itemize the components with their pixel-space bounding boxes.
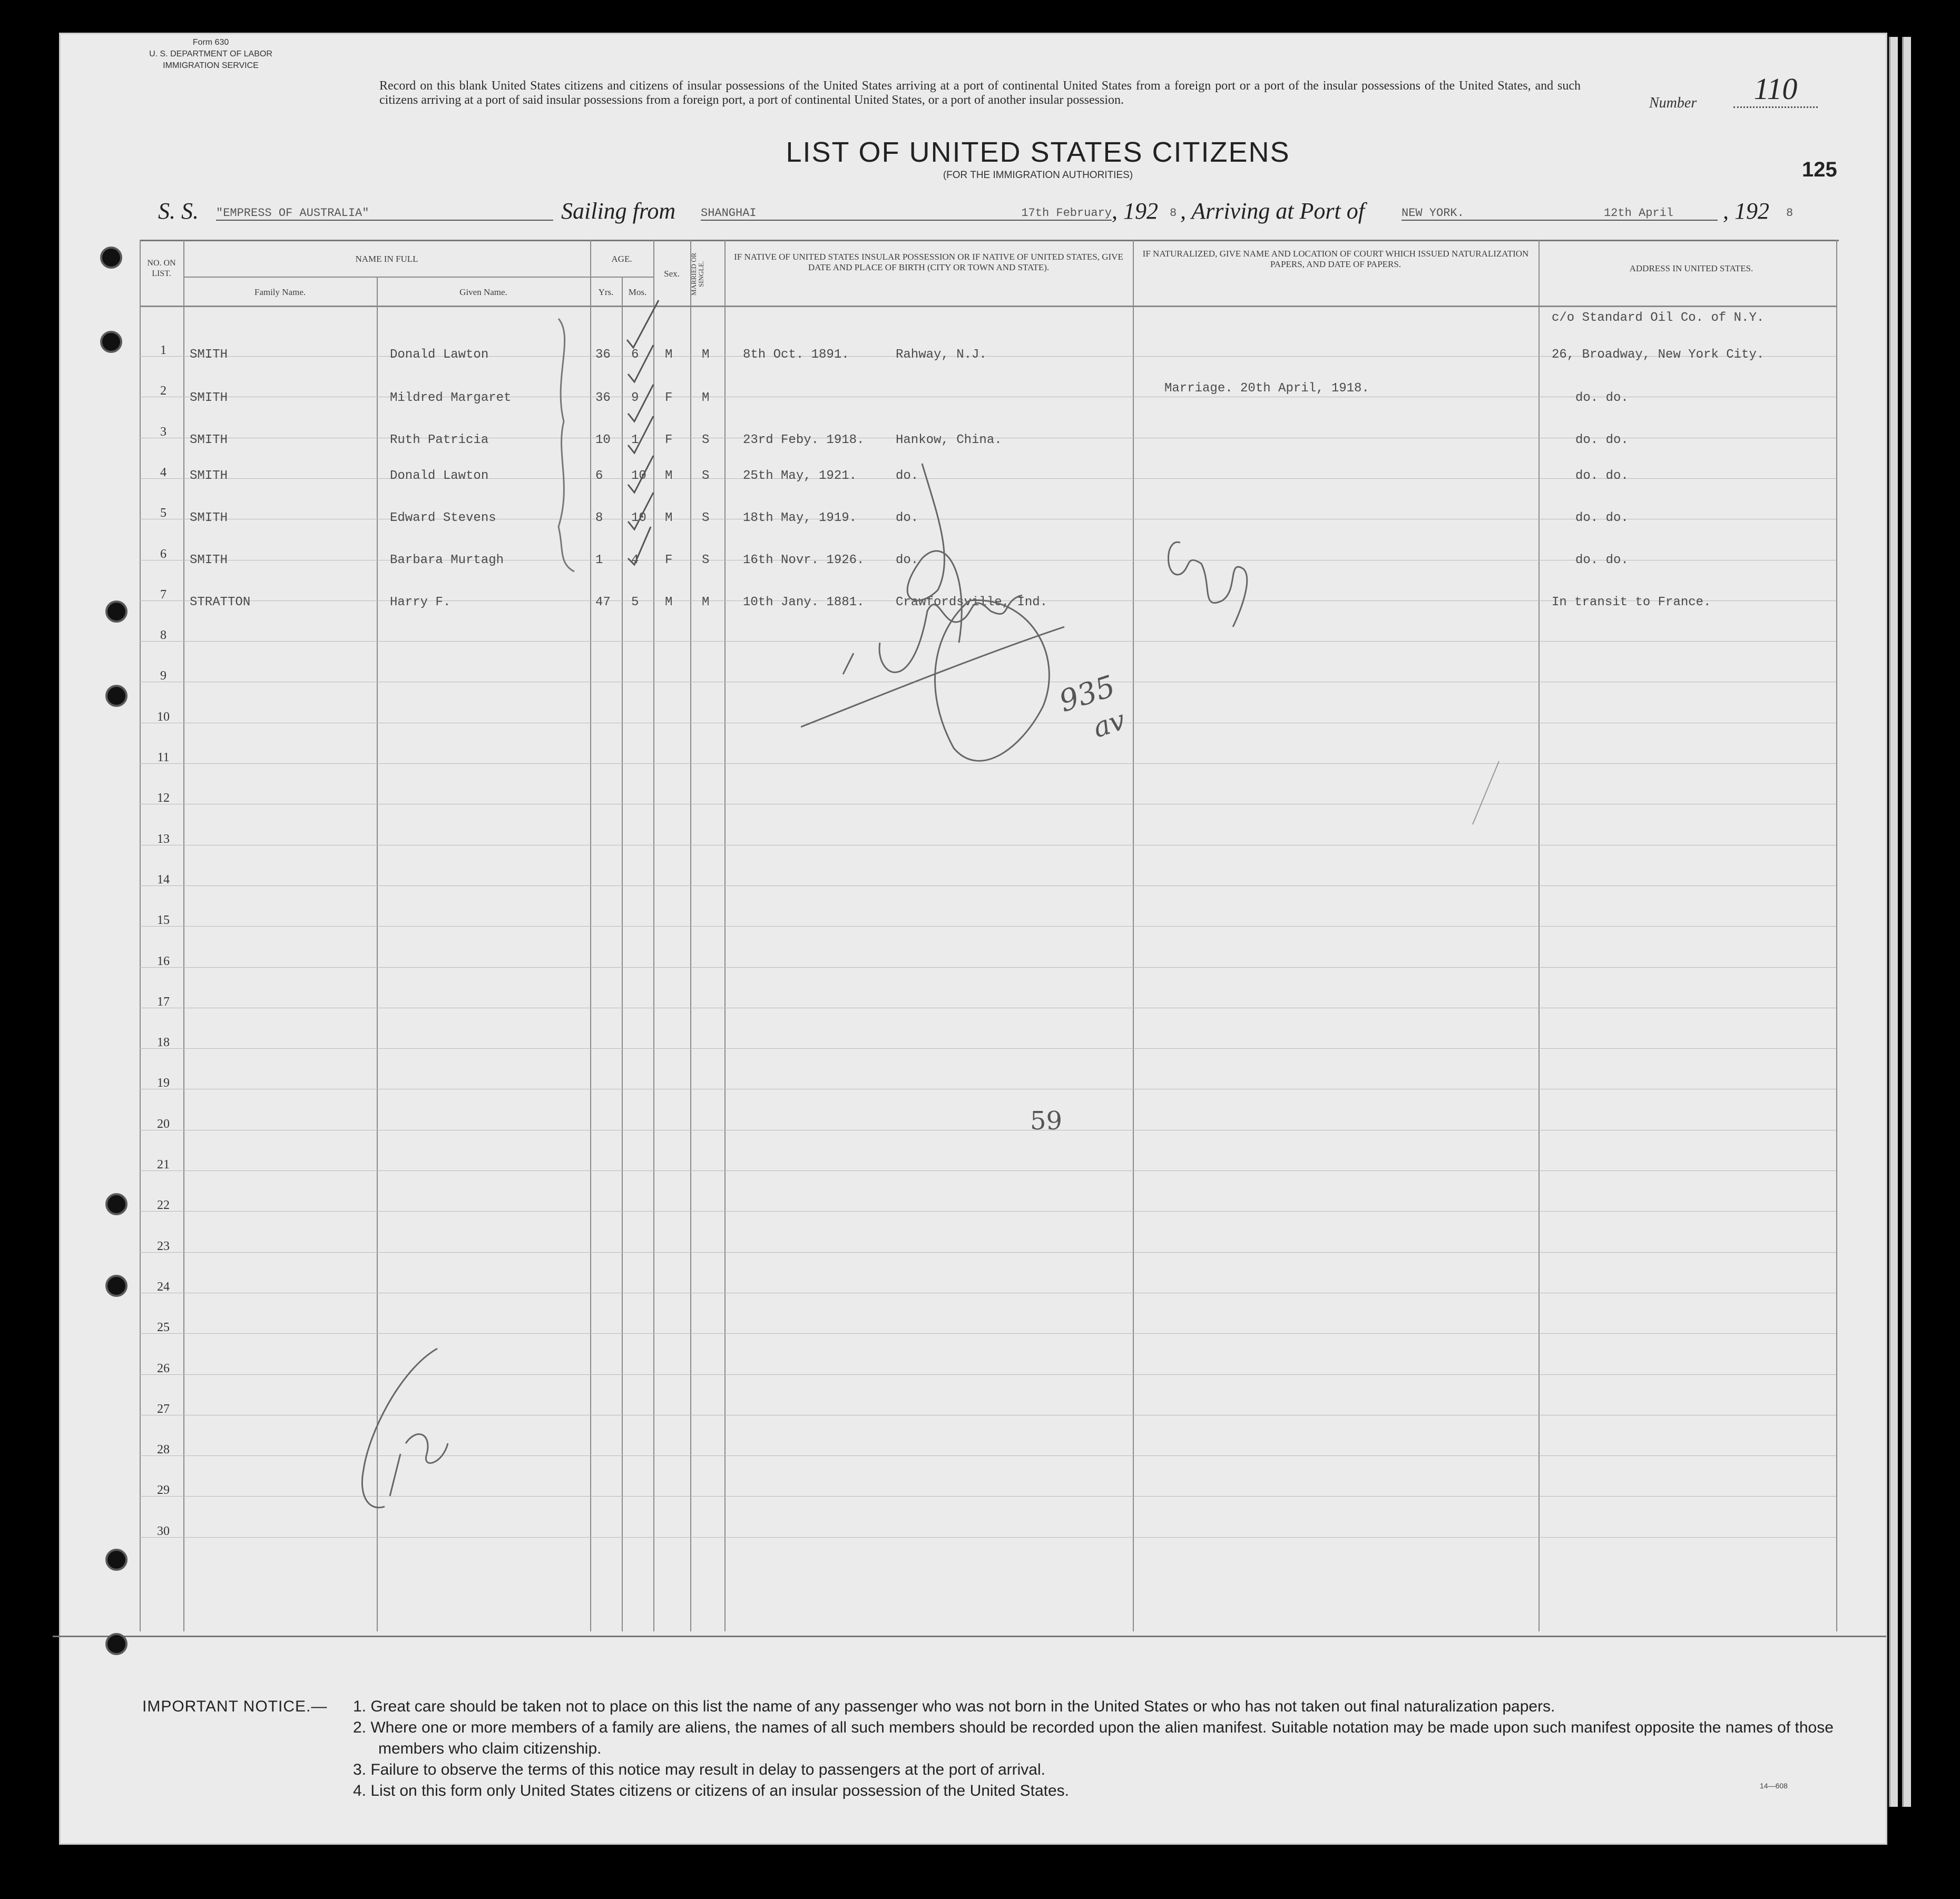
column-divider (690, 240, 691, 1631)
cell-address: c/o Standard Oil Co. of N.Y. (1552, 311, 1765, 325)
from-port: SHANGHAI (701, 206, 912, 221)
notice-lead: IMPORTANT NOTICE.— (142, 1698, 328, 1715)
cell-given: Ruth Patricia (390, 433, 489, 447)
notice-item: 4. List on this form only United States citizens or citizens of an insular possession of the United States. (353, 1782, 1070, 1799)
binding-hole-icon (105, 601, 128, 623)
column-divider (1538, 240, 1540, 1631)
cell-address: do. do. (1575, 433, 1629, 447)
header-yrs: Yrs. (598, 287, 614, 297)
header-naturalized: IF NATURALIZED, GIVE NAME AND LOCATION OF COURT WHICH ISSUED NATURALIZATION PAPERS, AND DATE OF PAPERS. (1142, 249, 1529, 269)
row-number: 17 (157, 995, 170, 1009)
row-number: 12 (157, 791, 170, 805)
cell-yrs: 36 (595, 391, 611, 405)
cell-address-line2: 26, Broadway, New York City. (1552, 348, 1765, 362)
to-port: NEW YORK. (1402, 206, 1560, 221)
row-number: 23 (157, 1239, 170, 1253)
cell-birth-place: Crawfordsville, Ind. (896, 595, 1048, 609)
row-number: 24 (157, 1280, 170, 1294)
header-bottom-rule (140, 306, 1836, 307)
table-border-right (1836, 240, 1837, 1631)
cell-family: SMITH (190, 469, 228, 483)
cell-yrs: 36 (595, 348, 611, 362)
cell-sex: F (665, 433, 673, 447)
sailing-label: Sailing from (561, 198, 676, 224)
cell-given: Mildred Margaret (390, 391, 512, 405)
cell-birth-place: Hankow, China. (896, 433, 1002, 447)
arriving-label: , Arriving at Port of (1180, 198, 1365, 224)
cell-ms: S (702, 511, 710, 525)
row-number: 11 (157, 751, 170, 764)
row-number: 27 (157, 1402, 170, 1416)
row-number: 10 (157, 710, 170, 724)
page-edge (1889, 37, 1898, 1807)
notice-item: 2. Where one or more members of a family are aliens, the names of all such members should be recorded upon the alien manifest. Suitable notation may be made upon such manifest opposite the names of those members who claim citizenship. (353, 1719, 1834, 1757)
page-title: LIST OF UNITED STATES CITIZENS (786, 136, 1290, 168)
cell-address: do. do. (1575, 469, 1629, 483)
row-number: 22 (157, 1198, 170, 1213)
row-rule (140, 885, 1836, 886)
row-number: 16 (157, 954, 170, 968)
cell-birth-date: 16th Novr. 1926. (743, 553, 865, 567)
row-number: 1 (160, 343, 166, 357)
cell-naturalized: Marriage. 20th April, 1918. (1164, 381, 1369, 396)
page-subtitle: (FOR THE IMMIGRATION AUTHORITIES) (943, 170, 1133, 181)
cell-yrs: 6 (595, 469, 603, 483)
row-number: 2 (160, 384, 166, 398)
row-number: 9 (160, 669, 166, 683)
handwritten-av: av (1089, 704, 1130, 744)
header-subrule (183, 277, 653, 278)
row-rule (140, 926, 1836, 927)
cell-family: SMITH (190, 433, 228, 447)
binding-hole-icon (105, 685, 128, 707)
cell-yrs: 1 (595, 553, 603, 567)
notice-item: 1. Great care should be taken not to place on this list the name of any passenger who was not born in the United States or who has not taken out final naturalization papers. (353, 1698, 1555, 1715)
cell-birth-date: 10th Jany. 1881. (743, 595, 865, 609)
column-divider (724, 240, 726, 1631)
cell-birth-place: do. (896, 511, 919, 525)
cell-family: SMITH (190, 391, 228, 405)
table-bottom-rule (53, 1636, 1886, 1637)
cell-birth-date: 25th May, 1921. (743, 469, 857, 483)
cell-sex: F (665, 391, 673, 405)
ship-name: "EMPRESS OF AUSTRALIA" (216, 206, 553, 221)
cell-given: Barbara Murtagh (390, 553, 504, 567)
row-number: 20 (157, 1117, 170, 1131)
cell-birth-place: do. (896, 469, 919, 483)
row-number: 3 (160, 425, 166, 439)
cell-birth-date: 23rd Feby. 1918. (743, 433, 865, 447)
row-number: 15 (157, 913, 170, 928)
row-number: 8 (160, 628, 166, 643)
cell-mos: 5 (631, 595, 639, 609)
notice-item: 3. Failure to observe the terms of this notice may result in delay to passengers at the port of arrival. (353, 1761, 1045, 1778)
row-rule (140, 967, 1836, 968)
check-marks-icon (622, 295, 690, 632)
cell-sex: M (665, 348, 673, 362)
form-code: 14—608 (1760, 1782, 1788, 1790)
cell-mos: 10 (631, 469, 646, 483)
page-number: 125 (1802, 158, 1837, 181)
cell-address: In transit to France. (1552, 595, 1711, 609)
stamp-59: 59 (1030, 1106, 1063, 1136)
binding-hole-icon (105, 1275, 128, 1297)
cell-sex: M (665, 511, 673, 525)
row-rule (140, 1170, 1836, 1171)
form-number: Form 630 (192, 38, 229, 47)
cell-mos: 6 (631, 348, 639, 362)
header-name-in-full: NAME IN FULL (355, 254, 418, 264)
row-rule (140, 1211, 1836, 1212)
cell-family: SMITH (190, 553, 228, 567)
row-number: 18 (157, 1036, 170, 1050)
cell-yrs: 10 (595, 433, 611, 447)
family-bracket-icon (548, 316, 580, 574)
cell-birth-date: 8th Oct. 1891. (743, 348, 849, 362)
binding-hole-icon (105, 1193, 128, 1215)
row-number: 19 (157, 1076, 170, 1090)
cell-address: do. do. (1575, 511, 1629, 525)
cell-ms: S (702, 433, 710, 447)
cell-address: do. do. (1575, 391, 1629, 405)
row-number: 28 (157, 1443, 170, 1457)
intro-text: Record on this blank United States citizens and citizens of insular possessions of the United States arriving at a port of continental United States from a foreign port or a port of the insular possessions of the United States, and such citizens arriving at a port of said insular possessions from a foreign port, a port of continental United States, or a port of another insular possession. (379, 79, 1581, 107)
cell-yrs: 47 (595, 595, 611, 609)
cell-birth-place: do. (896, 553, 919, 567)
cell-sex: M (665, 469, 673, 483)
row-number: 13 (157, 832, 170, 846)
cell-address: do. do. (1575, 553, 1629, 567)
service-label: IMMIGRATION SERVICE (163, 61, 259, 70)
cell-ms: M (702, 595, 710, 609)
row-number: 14 (157, 872, 170, 887)
form-id-block (90, 37, 332, 72)
column-divider (590, 240, 591, 1631)
cell-mos: 9 (631, 391, 639, 405)
cell-ms: S (702, 469, 710, 483)
cell-given: Edward Stevens (390, 511, 496, 525)
cell-mos: 10 (631, 511, 646, 525)
cell-family: STRATTON (190, 595, 251, 609)
cell-yrs: 8 (595, 511, 603, 525)
row-number: 5 (160, 506, 166, 520)
from-date: 17th February (912, 206, 1112, 221)
column-divider (1133, 240, 1134, 1631)
to-year-prefix: , 192 (1723, 198, 1769, 224)
from-year-prefix: , 192 (1112, 198, 1158, 224)
header-family-name: Family Name. (254, 287, 306, 297)
row-number: 7 (160, 587, 166, 602)
cell-sex: M (665, 595, 673, 609)
row-number: 26 (157, 1361, 170, 1375)
to-date: 12th April (1560, 206, 1718, 221)
cell-ms: M (702, 348, 710, 362)
cell-given: Donald Lawton (390, 469, 489, 483)
handwritten-signature-icon (801, 453, 1275, 795)
number-value: 110 (1733, 71, 1818, 108)
from-year-digit: 8 (1170, 206, 1177, 220)
row-number: 4 (160, 465, 166, 479)
cell-given: Harry F. (390, 595, 451, 609)
binding-hole-icon (100, 247, 122, 269)
row-number: 6 (160, 547, 166, 561)
cell-ms: S (702, 553, 710, 567)
row-rule (140, 1252, 1836, 1253)
department-label: U. S. DEPARTMENT OF LABOR (149, 50, 272, 58)
cell-family: SMITH (190, 348, 228, 362)
binding-hole-icon (105, 1633, 128, 1655)
cell-given: Donald Lawton (390, 348, 489, 362)
row-number: 25 (157, 1321, 170, 1335)
header-address: ADDRESS IN UNITED STATES. (1629, 263, 1753, 273)
header-mos: Mos. (628, 287, 647, 297)
column-divider (183, 240, 184, 1631)
cell-birth-date: 18th May, 1919. (743, 511, 857, 525)
binding-hole-icon (105, 1549, 128, 1571)
cell-sex: F (665, 553, 673, 567)
number-label: Number (1649, 95, 1697, 111)
pencil-stroke-icon (1470, 759, 1502, 827)
to-year-digit: 8 (1786, 206, 1794, 220)
binding-hole-icon (100, 331, 122, 353)
page-edge (1902, 37, 1911, 1807)
header-given-name: Given Name. (459, 287, 507, 297)
row-rule (140, 1048, 1836, 1049)
cell-ms: M (702, 391, 710, 405)
cell-mos: 4 (631, 553, 639, 567)
notice-list (353, 1696, 1844, 1802)
table-border-left (140, 240, 141, 1631)
row-number: 21 (157, 1158, 170, 1172)
cell-family: SMITH (190, 511, 228, 525)
handwritten-935: 935 (1055, 669, 1120, 719)
header-sex: Sex. (664, 269, 680, 279)
header-age: AGE. (611, 254, 632, 264)
row-rule (140, 1537, 1836, 1538)
header-birth: IF NATIVE OF UNITED STATES INSULAR POSSESSION OR IF NATIVE OF UNITED STATES, GIVE DATE AND PLACE OF BIRTH (CITY OR TOWN AND STATE). (734, 252, 1123, 272)
header-no: NO. ON LIST. (147, 259, 176, 278)
header-married-single: MARRIED OR SINGLE. (690, 252, 705, 296)
handwritten-mark-icon (353, 1338, 469, 1517)
row-number: 29 (157, 1483, 170, 1498)
cell-birth-place: Rahway, N.J. (896, 348, 987, 362)
row-rule (140, 1333, 1836, 1334)
cell-mos: 1 (631, 433, 639, 447)
ss-label: S. S. (158, 198, 199, 224)
row-number: 30 (157, 1524, 170, 1538)
